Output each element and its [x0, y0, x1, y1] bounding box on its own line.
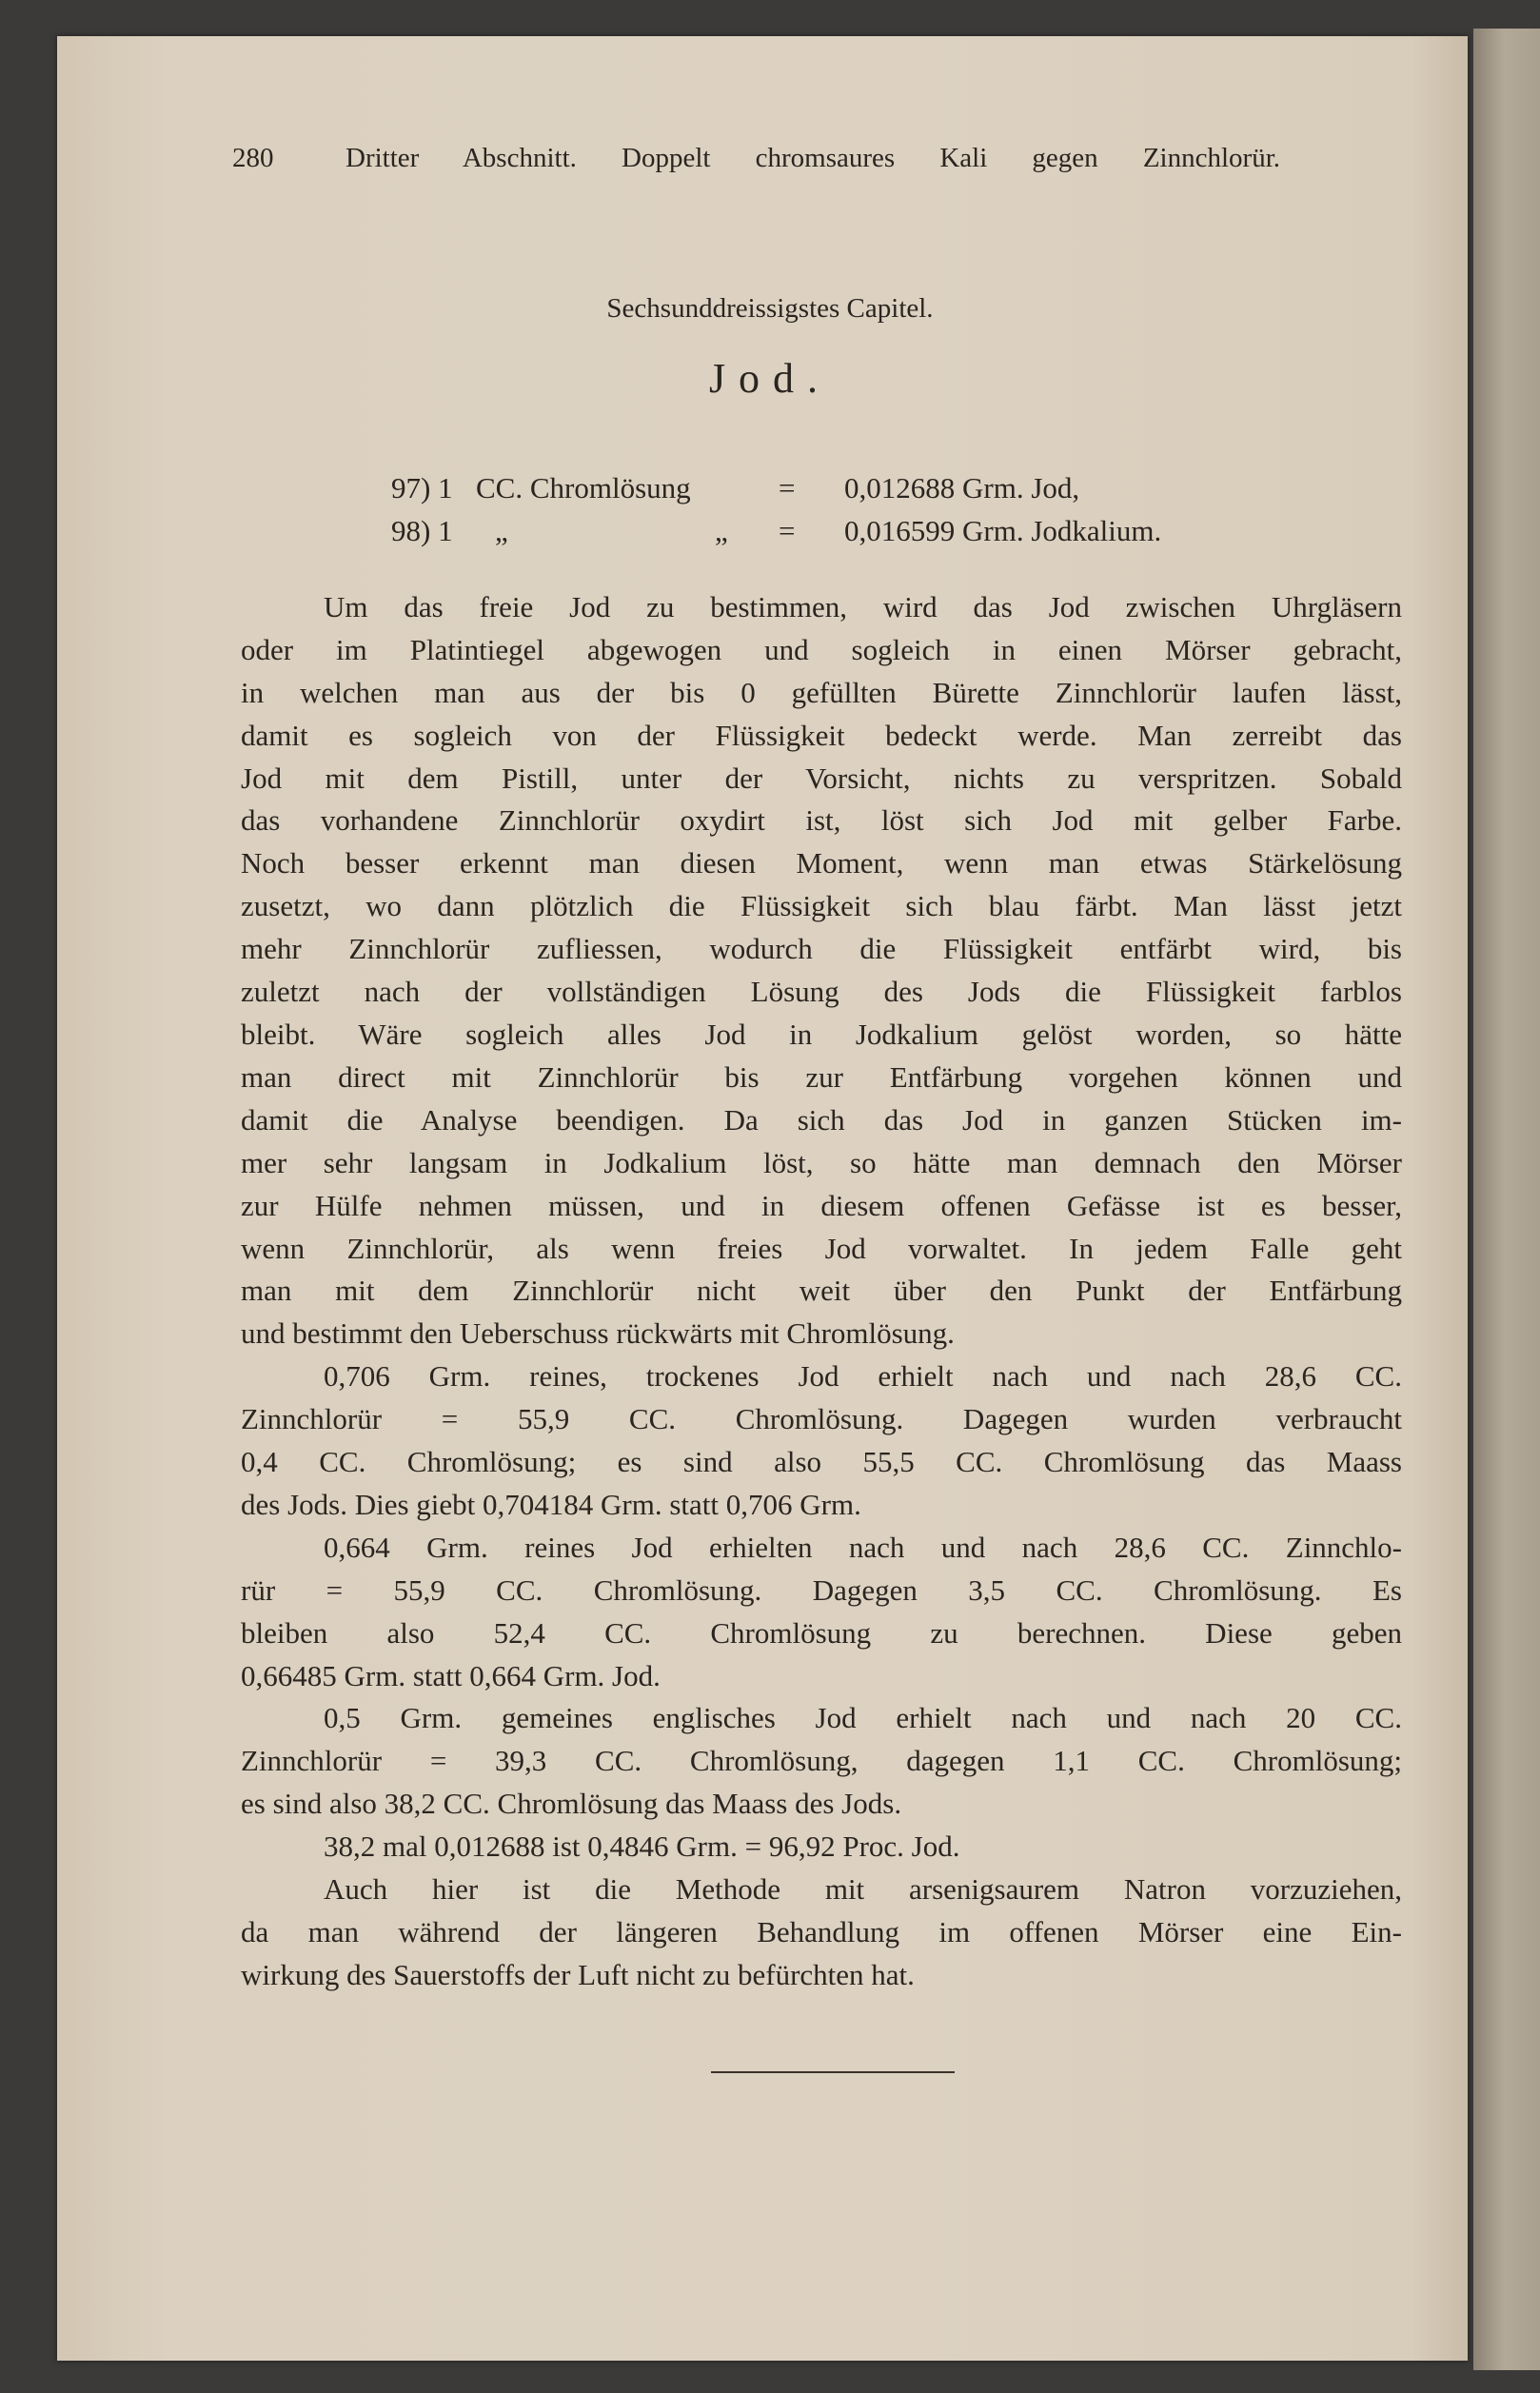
paragraph-line	[324, 1529, 1402, 1567]
paragraph-line	[241, 1486, 1402, 1524]
ditto-mark: „	[715, 514, 728, 547]
line-text: und bestimmt den Ueberschuss rückwärts mit Chromlösung.	[241, 1316, 955, 1350]
line-text: 0,4 CC. Chromlösung; es sind also 55,5 CC. Chromlösung das Maass	[241, 1445, 1402, 1478]
line-text: man mit dem Zinnchlorür nicht weit über den Punkt der Entfärbung	[241, 1274, 1402, 1307]
line-text: Jod mit dem Pistill, unter der Vorsicht, nichts zu verspritzen. Sobald	[241, 761, 1402, 795]
paragraph-line	[241, 1443, 1402, 1481]
formula-number: 98) 1	[391, 514, 453, 547]
paragraph-line	[241, 1572, 1402, 1610]
line-text: das vorhandene Zinnchlorür oxydirt ist, löst sich Jod mit gelber Farbe.	[241, 803, 1402, 837]
line-text: in welchen man aus der bis 0 gefüllten Bürette Zinnchlorür laufen lässt,	[241, 676, 1402, 709]
paragraph-line	[241, 887, 1402, 925]
paragraph-line	[241, 1400, 1402, 1438]
line-text: zusetzt, wo dann plötzlich die Flüssigkeit sich blau färbt. Man lässt jetzt	[241, 889, 1402, 922]
paragraph-line	[324, 1699, 1402, 1737]
paragraph-line	[241, 1785, 1402, 1823]
paragraph-line	[241, 1913, 1402, 1951]
paragraph-line	[241, 1742, 1402, 1780]
line-text: damit die Analyse beendigen. Da sich das Jod in ganzen Stücken im-	[241, 1103, 1402, 1137]
line-text: 0,66485 Grm. statt 0,664 Grm. Jod.	[241, 1659, 661, 1692]
paragraph-line	[241, 1016, 1402, 1054]
paragraph-line	[241, 1614, 1402, 1652]
paragraph-line	[241, 674, 1402, 712]
equals-sign: =	[779, 471, 796, 504]
line-text: oder im Platintiegel abgewogen und sogleich in einen Mörser gebracht,	[241, 633, 1402, 666]
line-text: zur Hülfe nehmen müssen, und in diesem offenen Gefässe ist es besser,	[241, 1189, 1402, 1222]
paragraph-line	[324, 588, 1402, 626]
line-text: man direct mit Zinnchlorür bis zur Entfärbung vorgehen können und	[241, 1060, 1402, 1094]
equals-sign: =	[779, 514, 796, 547]
formula-value: 0,016599 Grm. Jodkalium.	[844, 514, 1162, 547]
line-text: Um das freie Jod zu bestimmen, wird das Jod zwischen Uhrgläsern	[324, 590, 1402, 623]
line-text: zuletzt nach der vollständigen Lösung des Jods die Flüssigkeit farblos	[241, 975, 1402, 1008]
line-text: bleibt. Wäre sogleich alles Jod in Jodkalium gelöst worden, so hätte	[241, 1018, 1402, 1051]
paragraph-line	[241, 801, 1402, 840]
running-head-title: Dritter Abschnitt. Doppelt chromsaures Kali gegen Zinnchlorür.	[346, 143, 1280, 173]
line-text: 0,706 Grm. reines, trockenes Jod erhielt nach und nach 28,6 CC.	[324, 1359, 1402, 1393]
paragraph-line	[324, 1828, 1402, 1866]
paragraph-line	[241, 631, 1402, 669]
line-text: 0,5 Grm. gemeines englisches Jod erhielt nach und nach 20 CC.	[324, 1701, 1402, 1734]
line-text: Zinnchlorür = 55,9 CC. Chromlösung. Dagegen wurden verbraucht	[241, 1402, 1402, 1435]
paragraph-line	[241, 1144, 1402, 1182]
paragraph-line	[241, 1956, 1402, 1994]
formula-unit: CC. Chromlösung	[476, 471, 691, 504]
line-text: wirkung des Sauerstoffs der Luft nicht zu befürchten hat.	[241, 1958, 915, 1991]
paragraph-line	[241, 1315, 1402, 1353]
paragraph-line	[241, 760, 1402, 798]
section-end-rule	[711, 2071, 955, 2073]
line-text: mehr Zinnchlorür zufliessen, wodurch die Flüssigkeit entfärbt wird, bis	[241, 932, 1402, 965]
paragraph-line	[324, 1870, 1402, 1908]
paragraph-line	[241, 1272, 1402, 1310]
paragraph-line	[241, 973, 1402, 1011]
chapter-title: Jod.	[708, 355, 832, 402]
line-text: mer sehr langsam in Jodkalium löst, so hätte man demnach den Mörser	[241, 1146, 1402, 1179]
formula-number: 97) 1	[391, 471, 453, 504]
paragraph-line	[241, 1187, 1402, 1225]
line-text: wenn Zinnchlorür, als wenn freies Jod vorwaltet. In jedem Falle geht	[241, 1232, 1402, 1265]
line-text: Auch hier ist die Methode mit arsenigsaurem Natron vorzuziehen,	[324, 1872, 1402, 1906]
paragraph-line	[241, 930, 1402, 968]
line-text: Noch besser erkennt man diesen Moment, wenn man etwas Stärkelösung	[241, 846, 1402, 880]
line-text: damit es sogleich von der Flüssigkeit bedeckt werde. Man zerreibt das	[241, 719, 1402, 752]
line-text: es sind also 38,2 CC. Chromlösung das Maass des Jods.	[241, 1787, 902, 1820]
line-text: 0,664 Grm. reines Jod erhielten nach und nach 28,6 CC. Zinnchlo-	[324, 1531, 1402, 1564]
chapter-label: Sechsunddreissigstes Capitel.	[606, 293, 934, 324]
line-text: Zinnchlorür = 39,3 CC. Chromlösung, dagegen 1,1 CC. Chromlösung;	[241, 1744, 1402, 1777]
paragraph-line	[241, 1101, 1402, 1139]
page-number: 280	[232, 143, 274, 173]
paragraph-line	[241, 1657, 1402, 1695]
line-text: bleiben also 52,4 CC. Chromlösung zu berechnen. Diese geben	[241, 1616, 1402, 1650]
paragraph-line	[241, 1230, 1402, 1268]
line-text: 38,2 mal 0,012688 ist 0,4846 Grm. = 96,92 Proc. Jod.	[324, 1829, 960, 1863]
line-text: des Jods. Dies giebt 0,704184 Grm. statt 0,706 Grm.	[241, 1488, 861, 1521]
ditto-mark: „	[495, 514, 508, 547]
paragraph-line	[241, 1058, 1402, 1097]
line-text: rür = 55,9 CC. Chromlösung. Dagegen 3,5 CC. Chromlösung. Es	[241, 1573, 1402, 1607]
line-text: da man während der längeren Behandlung im offenen Mörser eine Ein-	[241, 1915, 1402, 1948]
formula-value: 0,012688 Grm. Jod,	[844, 471, 1080, 504]
paragraph-line	[324, 1357, 1402, 1395]
paragraph-line	[241, 844, 1402, 882]
paragraph-line	[241, 717, 1402, 755]
